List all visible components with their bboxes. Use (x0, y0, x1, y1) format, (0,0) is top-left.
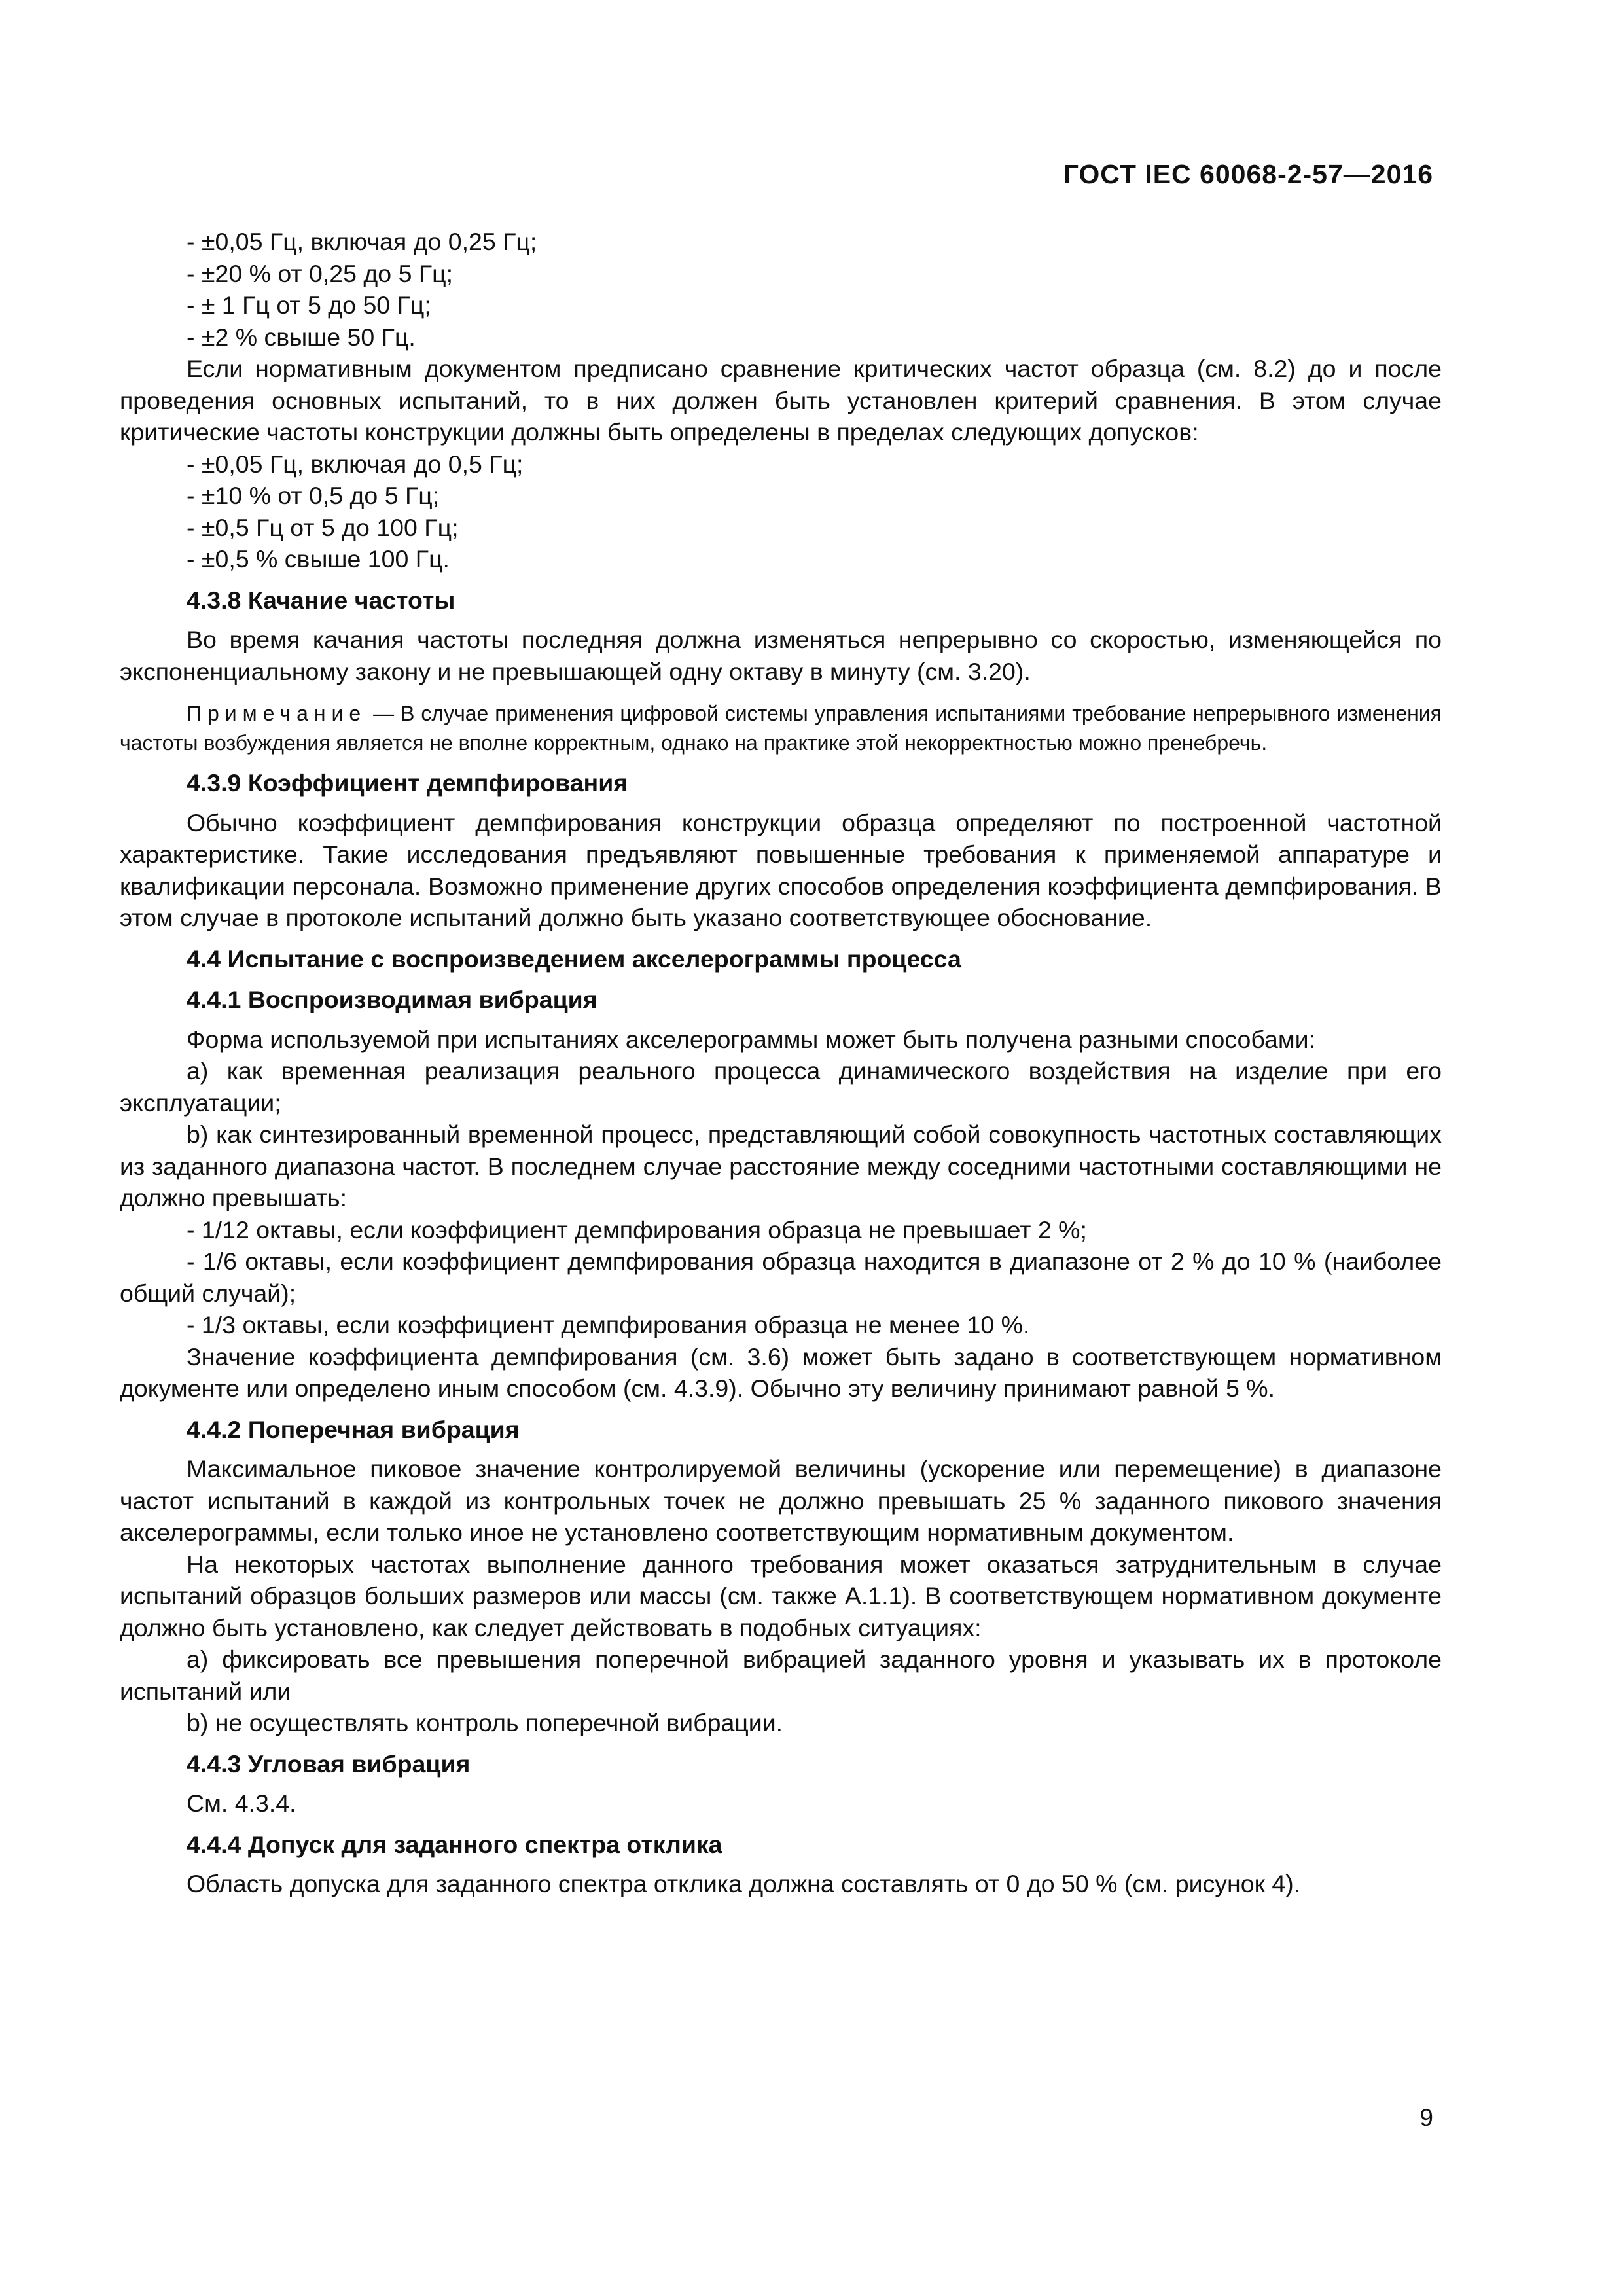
list-item: - ±0,5 Гц от 5 до 100 Гц; (187, 513, 459, 541)
list-item: - ±0,5 % свыше 100 Гц. (187, 545, 450, 573)
section-heading-4-4-2: 4.4.2 Поперечная вибрация (187, 1415, 520, 1443)
list-item: - ±0,05 Гц, включая до 0,25 Гц; (187, 228, 537, 255)
list-item: - 1/3 октавы, если коэффициент демпфирования образца не менее 10 %. (187, 1311, 1030, 1338)
section-heading-4-4: 4.4 Испытание с воспроизведением акселерограммы процесса (187, 944, 961, 973)
page-number: 9 (1419, 2104, 1433, 2131)
section-heading-4-4-4: 4.4.4 Допуск для заданного спектра отклика (187, 1830, 722, 1858)
paragraph: Значение коэффициента демпфирования (см. 3.6) может быть задано в соответствующем нормативном документе или определено иным способом (см. 4.3.9). Обычно эту величину принимают равной 5 %. (120, 1342, 1442, 1402)
note-label: Примечание (187, 702, 367, 725)
document-body (120, 226, 1442, 1900)
list-item: - ±10 % от 0,5 до 5 Гц; (187, 482, 440, 509)
list-item: а) как временная реализация реального процесса динамического воздействия на изделие при его эксплуатации; (120, 1057, 1442, 1117)
note-text: — В случае применения цифровой системы управления испытаниями требование непрерывного изменения частоты возбуждения является не вполне корректным, однако на практике этой некорректностью можно пренебречь. (120, 702, 1442, 755)
paragraph: Область допуска для заданного спектра отклика должна составлять от 0 до 50 % (см. рисунок 4). (187, 1870, 1301, 1897)
note (120, 699, 1442, 758)
section-heading-4-4-1: 4.4.1 Воспроизводимая вибрация (187, 986, 597, 1013)
list-item: - 1/12 октавы, если коэффициент демпфирования образца не превышает 2 %; (187, 1215, 1087, 1244)
list-item: - 1/6 октавы, если коэффициент демпфирования образца находится в диапазоне от 2 % до 10 % (наиболее общий случай); (120, 1247, 1442, 1307)
list-item: - ± 1 Гц от 5 до 50 Гц; (187, 291, 431, 319)
list-item: - ±20 % от 0,25 до 5 Гц; (187, 259, 454, 287)
section-heading-4-3-8: 4.3.8 Качание частоты (187, 586, 455, 614)
list-item: - ±2 % свыше 50 Гц. (187, 323, 416, 351)
paragraph: См. 4.3.4. (187, 1789, 296, 1817)
paragraph: Форма используемой при испытаниях акселерограммы может быть получена разными способами: (187, 1025, 1315, 1053)
standard-header: ГОСТ IEC 60068-2-57—2016 (1063, 159, 1433, 189)
paragraph: Если нормативным документом предписано сравнение критических частот образца (см. 8.2) до и после проведения основных испытаний, то в них должен быть установлен критерий сравнения. В этом случае критические частоты конструкции должны быть определены в пределах следующих допусков: (120, 355, 1442, 446)
paragraph: Обычно коэффициент демпфирования конструкции образца определяют по построенной частотной характеристике. Такие исследования предъявляют повышенные требования к применяемой аппаратуре и квалификации персонала. Возможно применение других способов определения коэффициента демпфирования. В этом случае в протоколе испытаний должно быть указано соответствующее обоснование. (120, 808, 1442, 931)
paragraph: Максимальное пиковое значение контролируемой величины (ускорение или перемещение) в диапазоне частот испытаний в каждой из контрольных точек не должно превышать 25 % заданного пикового значения акселерограммы, если только иное не установлено соответствующим нормативным документом. (120, 1455, 1442, 1546)
section-heading-4-4-3: 4.4.3 Угловая вибрация (187, 1749, 471, 1778)
paragraph: Во время качания частоты последняя должна изменяться непрерывно со скоростью, изменяющейся по экспоненциальному закону и не превышающей одну октаву в минуту (см. 3.20). (120, 626, 1442, 685)
list-item: b) как синтезированный временной процесс, представляющий собой совокупность частотных составляющих из заданного диапазона частот. В последнем случае расстояние между соседними частотными составляющими не должно превышать: (120, 1121, 1442, 1211)
list-item: b) не осуществлять контроль поперечной вибрации. (187, 1709, 783, 1736)
list-item: а) фиксировать все превышения поперечной вибрацией заданного уровня и указывать их в протоколе испытаний или (120, 1645, 1442, 1705)
paragraph: На некоторых частотах выполнение данного требования может оказаться затруднительным в случае испытаний образцов больших размеров или массы (см. также А.1.1). В соответствующем нормативном документе должно быть установлено, как следует действовать в подобных ситуациях: (120, 1550, 1442, 1641)
section-heading-4-3-9: 4.3.9 Коэффициент демпфирования (187, 769, 628, 797)
list-item: - ±0,05 Гц, включая до 0,5 Гц; (187, 450, 524, 478)
